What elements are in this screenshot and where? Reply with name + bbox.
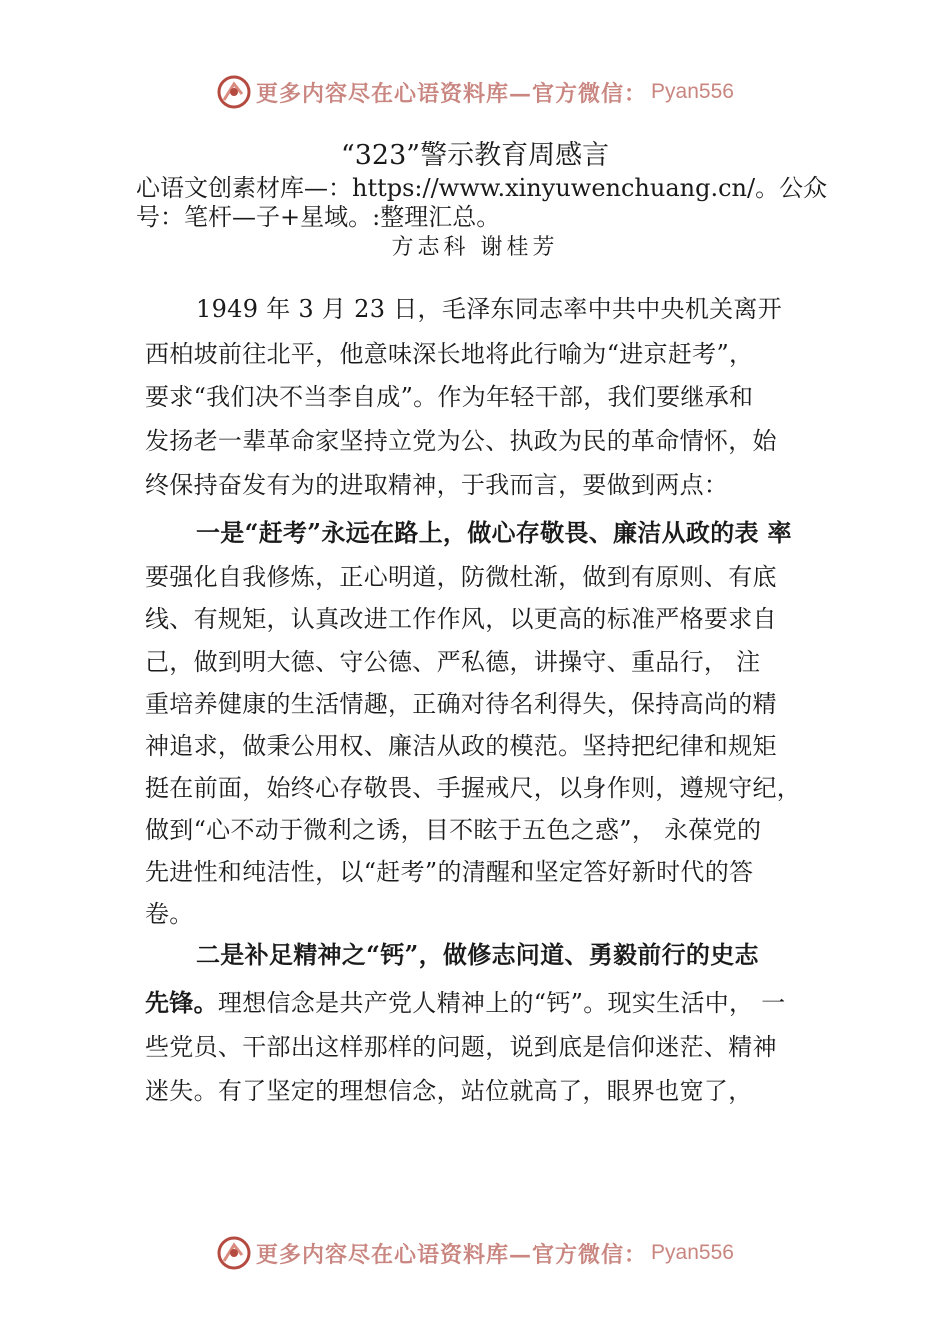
body-line: 先进性和纯洁性，以“赶考”的清醒和坚定答好新时代的答 [145, 858, 754, 886]
body-line: 终保持奋发有为的进取精神，于我而言，要做到两点： [145, 471, 729, 499]
header-banner [0, 72, 950, 112]
body-line: 1949 年 3 月 23 日，毛泽东同志率中共中央机关离开 [196, 295, 783, 323]
banner-wechat-id: Pyan556 [651, 1241, 734, 1264]
source-line: 心语文创素材库—：https://www.xinyuwenchuang.cn/。公众号：笔杆—子+星域。:整理汇总。 [136, 174, 828, 231]
body-line: 做到“心不动于微利之诱，目不眩于五色之惑”， 永葆党的 [145, 816, 762, 844]
body-line: 迷失。有了坚定的理想信念，站位就高了，眼界也宽了， [145, 1077, 753, 1105]
body-line-with-bold-lead [145, 988, 786, 1018]
body-line: 要求“我们决不当李自成”。作为年轻干部，我们要继承和 [145, 383, 754, 411]
section-heading-2-end: 先锋。 [145, 988, 218, 1017]
body-line: 神追求，做秉公用权、廉洁从政的模范。坚持把纪律和规矩 [145, 732, 777, 760]
banner-wechat-id: Pyan556 [651, 80, 734, 103]
document-title: “323”警示教育周感言 [340, 140, 610, 171]
body-line: 卷。 [145, 900, 194, 928]
body-line: 己，做到明大德、守公德、严私德，讲操守、重品行， 注 [145, 648, 761, 676]
body-text: 理想信念是共产党人精神上的“钙”。现实生活中， 一 [217, 989, 786, 1017]
authors: 方志科 谢桂芳 [391, 235, 559, 260]
logo-icon [216, 74, 252, 110]
logo-icon [216, 1235, 252, 1271]
banner-text: 更多内容尽在心语资料库—官方微信： [256, 1241, 648, 1268]
section-heading-2: 二是补足精神之“钙”，做修志问道、勇毅前行的史志 [196, 940, 759, 969]
body-line: 要强化自我修炼，正心明道，防微杜渐，做到有原则、有底 [145, 563, 777, 591]
body-line: 线、有规矩，认真改进工作作风，以更高的标准严格要求自 [145, 605, 777, 633]
footer-banner [0, 1233, 950, 1273]
body-line: 些党员、干部出这样那样的问题，说到底是信仰迷茫、精神 [145, 1033, 777, 1061]
body-line: 西柏坡前往北平，他意味深长地将此行喻为“进京赶考”， [145, 340, 754, 368]
body-line: 发扬老一辈革命家坚持立党为公、执政为民的革命情怀，始 [145, 427, 777, 455]
body-line: 重培养健康的生活情趣，正确对待名利得失，保持高尚的精 [145, 690, 777, 718]
section-heading-1: 一是“赶考”永远在路上，做心存敬畏、廉洁从政的表 率 [196, 518, 792, 547]
banner-text: 更多内容尽在心语资料库—官方微信： [256, 80, 648, 107]
body-line: 挺在前面，始终心存敬畏、手握戒尺，以身作则，遵规守纪， [145, 774, 802, 802]
